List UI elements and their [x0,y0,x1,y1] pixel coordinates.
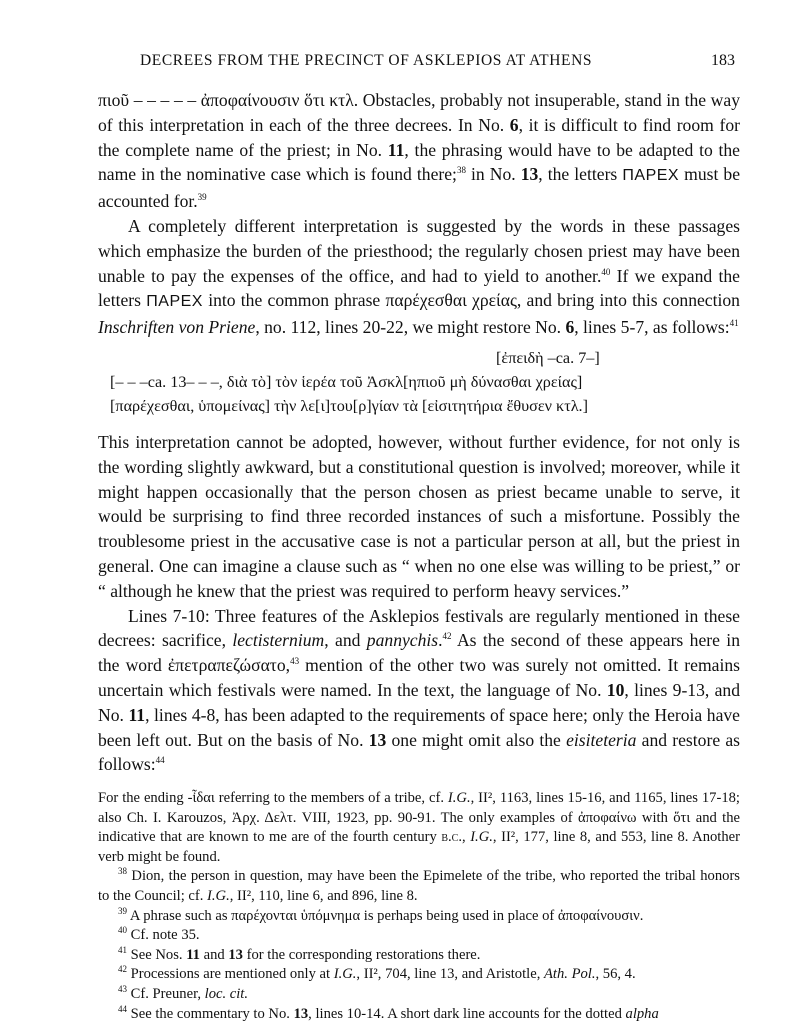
greek-restoration [98,346,740,418]
greek-word: ἐπετραπεζώσατο [167,655,286,676]
restoration-line-3: [παρέχεσθαι, ὑπομείνας] τὴν λε[ι]του[ρ]γίαν τὰ [εἰσιτητήρια ἔθυσεν κτλ.] [110,396,588,415]
footnote-41: $^{41}$ See Nos. 11 and 13 for the corresponding restorations there. [118,944,481,963]
footnote-ref-41: 41 [729,318,739,329]
paragraph-2: A completely different interpretation is suggested by the words in these passages which emphasize the burden of the priesthood; the regularly chosen priest may have been unable to pay the expenses of the office, and had to yield to another.$^{40}$ If we expand the letters ΠΑΡΕΧ into the common phrase παρέχεσθαι χρείας, and bring into this connection Inschriften von Priene, no. 112, lines 20-22, we might restore No. 6, lines 5-7, as follows:$^{41}$ [98,215,740,338]
page-number: 183 [711,52,735,69]
main-text [98,88,740,777]
paragraph-4: Lines 7-10: Three features of the Asklepios festivals are regularly mentioned in these decrees: sacrifice, lectisternium, and pannychis.$^{42}$ As the second of these appears here in the word ἐπετραπεζώσατο,$^{43}$ mention of the other two was surely not omitted. It remains uncertain which festivals were named. In the text, the language of No. 10, lines 9-13, and No. 11, lines 4-8, has been adapted to the requirements of space here; only the Heroia have been left out. But on the basis of No. 13 one might omit also the eisiteteria and restore as follows:$^{44}$ [98,605,741,775]
footnote-ref-42: 42 [442,631,452,642]
footnote-continued: For the ending -ἶδαι referring to the members of a tribe, cf. I.G., II², 1163, lines 15-16, and 1165, lines 17-18; also Ch. I. Karouzos, Ἀρχ. Δελτ. VIII, 1923, pp. 90-91. The only examples of ἀποφαίνω with ὅτι and the indicative that are known to me are of the fourth century b.c., I.G., II², 177, line 8, and 553, line 8. Another verb might be found. [98,790,740,865]
footnote-44: $^{44}$ See the commentary to No. 13, lines 10-14. A short dark line accounts for the dotted alpha [118,1003,659,1022]
footnote-ref-44: 44 [155,755,165,766]
paragraph-1: πιοῦ – – – – – ἀποφαίνουσιν ὅτι κτλ. Obstacles, probably not insuperable, stand in the way of this interpretation in each of the three decrees. In No. 6, it is difficult to find room for the complete name of the priest; in No. 11, the phrasing would have to be adapted to the name in the nominative case which is found there;$^{38}$ in No. 13, the letters ΠΑΡΕΧ must be accounted for.$^{39}$ [98,90,741,212]
footnote-40: $^{40}$ Cf. note 35. [118,925,200,944]
footnote-ref-43: 43 [290,656,300,667]
running-title: DECREES FROM THE PRECINCT OF ASKLEPIOS AT ATHENS [140,52,593,69]
footnote-39: $^{39}$ A phrase such as παρέχονται ὑπόμνημα is perhaps being used in place of ἀποφαίνουσιν. [118,905,644,924]
footnotes [98,789,740,1024]
restoration-line-1: [ἐπειδὴ –ca. 7–] [496,348,600,367]
footnote-ref-39: 39 [197,192,207,203]
footnote-42: $^{42}$ Processions are mentioned only at I.G., II², 704, line 13, and Aristotle, Ath. Pol., 56, 4. [118,964,636,983]
footnote-ref-40: 40 [601,266,611,277]
footnote-38: $^{38}$ Dion, the person in question, may have been the Epimelete of the tribe, who reported the tribal honors to the Council; cf. I.G., II², 110, line 6, and 896, line 8. [98,866,740,904]
footnote-ref-38: 38 [456,165,466,176]
restoration-line-2: [– – –ca. 13– – –, διὰ τὸ] τὸν ἱερέα τοῦ Ἀσκλ[ηπιοῦ μὴ δύνασθαι χρείας] [110,372,583,391]
book-title: Inschriften von Priene [98,317,256,338]
greek-phrase: πιοῦ – – – – – ἀποφαίνουσιν ὅτι κτλ. [98,90,359,110]
paragraph-3: This interpretation cannot be adopted, however, without further evidence, for not only is the wording slightly awkward, but a constitutional question is involved; moreover, while it might happen occasionally that the person chosen as priest became unable to serve, it would be surprising to find three recorded instances of such a misfortune. Possibly the troublesome priest in the accusative case is not a particular person at all, but the priest in general. One can imagine a clause such as “ when no one else was willing to be priest,” or “ although he knew that the priest was required to perform heavy services.” [98,431,740,601]
inscription-letters: ΠΑΡΕΧ [146,293,203,311]
inscription-letters: ΠΑΡΕΧ [622,167,680,185]
greek-phrase: παρέχεσθαι χρείας [385,290,517,311]
footnote-43: $^{43}$ Cf. Preuner, loc. cit. [118,984,249,1002]
